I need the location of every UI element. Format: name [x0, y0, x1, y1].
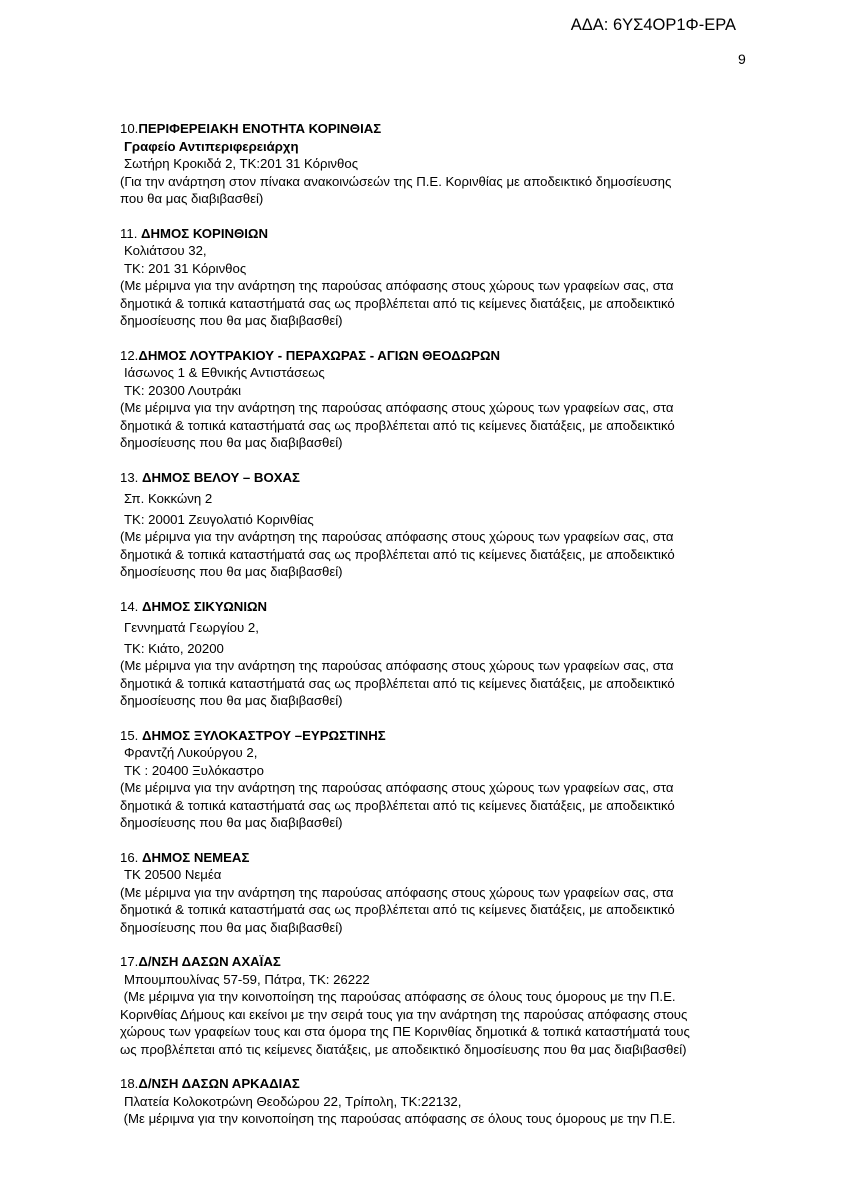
address-line: ΤΚ: 20001 Ζευγολατιό Κορινθίας — [124, 511, 314, 527]
note-line: Κορινθίας Δήμους και εκείνοι με την σειρά τους για την ανάρτηση της παρούσας απόφασης στους — [120, 1006, 688, 1022]
entry-number: 14. — [120, 598, 142, 614]
entry-number: 18. — [120, 1076, 139, 1091]
note-line: που θα μας διαβιβασθεί) — [120, 191, 264, 206]
recipient-entry — [120, 727, 752, 832]
address-line: Ιάσωνος 1 & Εθνικής Αντιστάσεως — [124, 365, 325, 380]
address-line: Σπ. Κοκκώνη 2 — [124, 491, 213, 506]
note-line: (Με μέριμνα για την ανάρτηση της παρούσας απόφασης στους χώρους των γραφείων σας, στα — [120, 400, 674, 415]
recipient-entry — [120, 849, 752, 937]
recipient-entry — [120, 469, 752, 581]
note-line: (Για την ανάρτηση στον πίνακα ανακοινώσεών της Π.Ε. Κορινθίας με αποδεικτικό δημοσίευσης — [120, 173, 672, 189]
recipient-name: ΔΗΜΟΣ ΛΟΥΤΡΑΚΙΟΥ - ΠΕΡΑΧΩΡΑΣ - ΑΓΙΩΝ ΘΕΟΔΩΡΩΝ — [138, 347, 501, 363]
note-line: δημοσίευσης που θα μας διαβιβασθεί) — [120, 435, 343, 450]
recipient-name: ΔΗΜΟΣ ΣΙΚΥΩΝΙΩΝ — [142, 598, 268, 614]
recipient-entry — [120, 1075, 752, 1128]
entry-number: 17. — [120, 954, 139, 969]
recipient-heading — [120, 469, 752, 487]
recipient-entry — [120, 120, 752, 208]
recipient-name: ΔΗΜΟΣ ΝΕΜΕΑΣ — [142, 849, 250, 865]
recipient-name: ΔΗΜΟΣ ΞΥΛΟΚΑΣΤΡΟΥ –ΕΥΡΩΣΤΙΝΗΣ — [142, 727, 386, 743]
recipient-heading — [120, 225, 752, 243]
recipient-entry — [120, 347, 752, 452]
note-line: δημοσίευσης που θα μας διαβιβασθεί) — [120, 564, 343, 579]
note-line: (Με μέριμνα για την ανάρτηση της παρούσας απόφασης στους χώρους των γραφείων σας, στα — [120, 529, 674, 544]
note-line: (Με μέριμνα για την κοινοποίηση της παρούσας απόφασης σε όλους τους όμορους με την Π.Ε. — [120, 1111, 676, 1126]
address-line: ΤΚ: 201 31 Κόρινθος — [124, 260, 247, 276]
address-line: Γεννηματά Γεωργίου 2, — [124, 620, 259, 635]
recipient-name: Δ/ΝΣΗ ΔΑΣΩΝ ΑΧΑΪΑΣ — [138, 954, 281, 969]
note-line: δημοσίευσης που θα μας διαβιβασθεί) — [120, 815, 343, 830]
note-line: χώρους των γραφείων τους και στα όμορα της ΠΕ Κορινθίας δημοτικά & τοπικά καταστήματά τους — [120, 1024, 690, 1039]
note-line: δημοσίευσης που θα μας διαβιβασθεί) — [120, 313, 343, 328]
note-line: δημοτικά & τοπικά καταστήματά σας ως προβλέπεται από τις κείμενες διατάξεις, με αποδεικτικό — [120, 295, 675, 311]
recipient-name: ΠΕΡΙΦΕΡΕΙΑΚΗ ΕΝΟΤΗΤΑ ΚΟΡΙΝΘΙΑΣ — [138, 121, 382, 136]
page-number: 9 — [738, 51, 746, 67]
entry-number: 15. — [120, 727, 142, 743]
address-line: Πλατεία Κολοκοτρώνη Θεοδώρου 22, Τρίπολη, ΤΚ:22132, — [124, 1093, 462, 1109]
recipient-heading — [120, 849, 752, 867]
entry-number: 16. — [120, 849, 142, 865]
note-line: δημοτικά & τοπικά καταστήματά σας ως προβλέπεται από τις κείμενες διατάξεις, με αποδεικτικό — [120, 417, 675, 433]
recipient-heading — [120, 1075, 752, 1093]
entry-number: 13. — [120, 469, 142, 485]
entry-number: 10. — [120, 121, 139, 136]
note-line: δημοτικά & τοπικά καταστήματά σας ως προβλέπεται από τις κείμενες διατάξεις, με αποδεικτικό — [120, 797, 675, 813]
recipient-office: Γραφείο Αντιπεριφερειάρχη — [124, 138, 299, 154]
note-line: (Με μέριμνα για την ανάρτηση της παρούσας απόφασης στους χώρους των γραφείων σας, στα — [120, 278, 674, 293]
ada-code: ΑΔΑ: 6ΥΣ4ΟΡ1Φ-ΕΡΑ — [570, 16, 736, 34]
recipient-heading — [120, 120, 752, 138]
note-line: ως προβλέπεται από τις κείμενες διατάξεις, με αποδεικτικό δημοσίευσης που θα μας διαβιβασθεί) — [120, 1041, 687, 1057]
note-line: (Με μέριμνα για την ανάρτηση της παρούσας απόφασης στους χώρους των γραφείων σας, στα — [120, 780, 674, 795]
address-line: Σωτήρη Κροκιδά 2, ΤΚ:201 31 Κόρινθος — [124, 156, 359, 171]
recipient-entry — [120, 953, 752, 1058]
note-line: δημοτικά & τοπικά καταστήματά σας ως προβλέπεται από τις κείμενες διατάξεις, με αποδεικτικό — [120, 902, 675, 917]
recipient-list — [120, 120, 752, 1128]
address-line: ΤΚ 20500 Νεμέα — [124, 867, 222, 882]
note-line: δημοσίευσης που θα μας διαβιβασθεί) — [120, 919, 343, 935]
recipient-name: ΔΗΜΟΣ ΚΟΡΙΝΘΙΩΝ — [141, 225, 269, 241]
note-line: δημοτικά & τοπικά καταστήματά σας ως προβλέπεται από τις κείμενες διατάξεις, με αποδεικτικό — [120, 546, 675, 562]
note-line: δημοσίευσης που θα μας διαβιβασθεί) — [120, 693, 343, 708]
recipient-name: ΔΗΜΟΣ ΒΕΛΟΥ – ΒΟΧΑΣ — [142, 469, 300, 485]
recipient-heading — [120, 727, 752, 745]
address-line: Φραντζή Λυκούργου 2, — [124, 745, 258, 760]
recipient-name: Δ/ΝΣΗ ΔΑΣΩΝ ΑΡΚΑΔΙΑΣ — [138, 1076, 300, 1091]
address-line: Κολιάτσου 32, — [124, 243, 207, 258]
address-line: ΤΚ: 20300 Λουτράκι — [124, 382, 241, 398]
recipient-heading — [120, 598, 752, 616]
entry-number: 12. — [120, 347, 139, 363]
note-line: (Με μέριμνα για την κοινοποίηση της παρούσας απόφασης σε όλους τους όμορους με την Π.Ε. — [120, 989, 676, 1004]
recipient-entry — [120, 598, 752, 710]
entry-number: 11. — [120, 225, 142, 241]
note-line: δημοτικά & τοπικά καταστήματά σας ως προβλέπεται από τις κείμενες διατάξεις, με αποδεικτικό — [120, 675, 675, 691]
address-line: Μπουμπουλίνας 57-59, Πάτρα, ΤΚ: 26222 — [124, 971, 370, 987]
note-line: (Με μέριμνα για την ανάρτηση της παρούσας απόφασης στους χώρους των γραφείων σας, στα — [120, 884, 674, 900]
recipient-heading — [120, 953, 752, 971]
address-line: ΤΚ: Κιάτο, 20200 — [124, 640, 224, 656]
recipient-heading — [120, 347, 752, 365]
address-line: ΤΚ : 20400 Ξυλόκαστρο — [124, 762, 264, 778]
note-line: (Με μέριμνα για την ανάρτηση της παρούσας απόφασης στους χώρους των γραφείων σας, στα — [120, 658, 674, 673]
recipient-entry — [120, 225, 752, 330]
